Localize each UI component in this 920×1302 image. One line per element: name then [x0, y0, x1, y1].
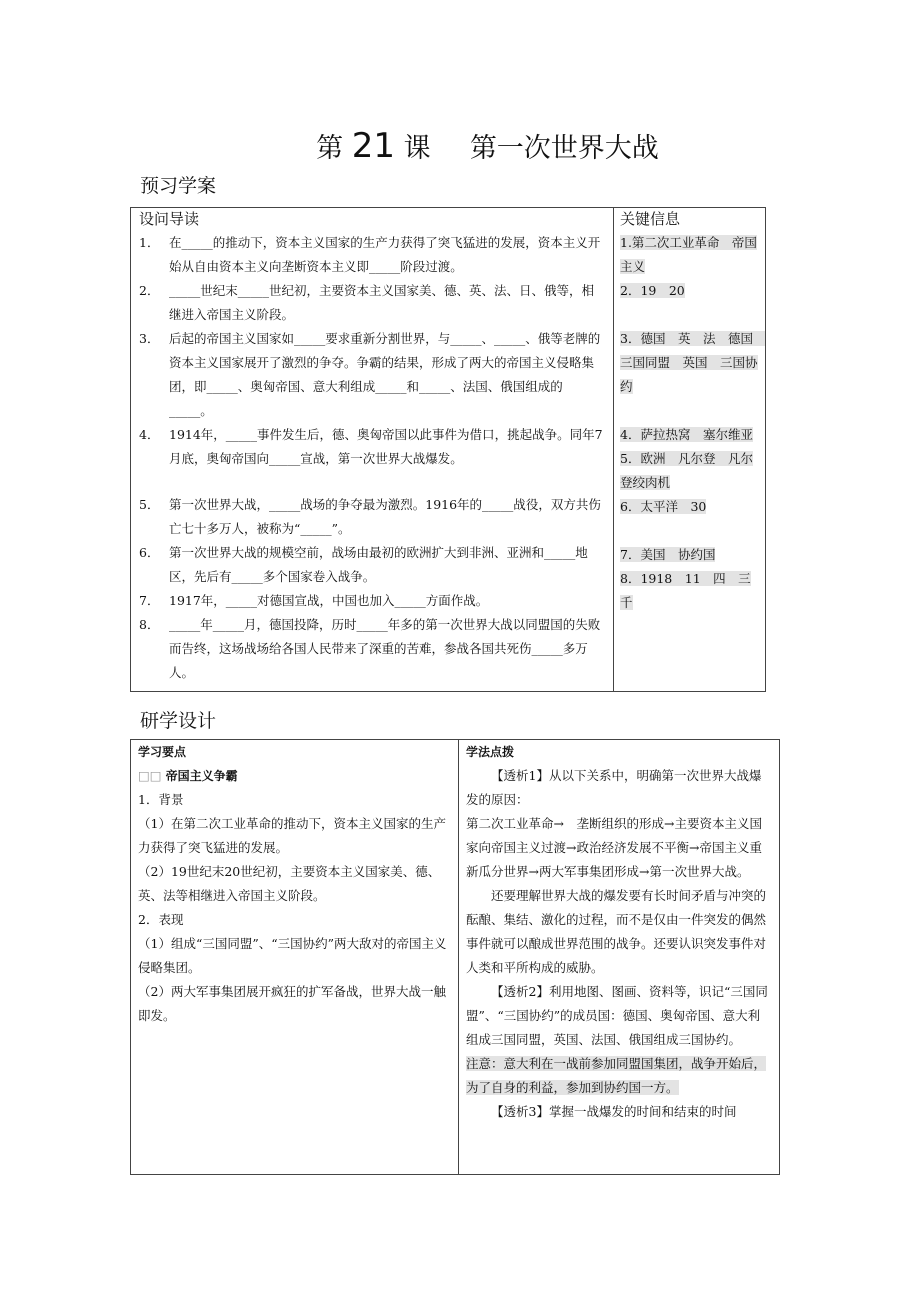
- lesson-name: 第一次世界大战: [469, 133, 659, 164]
- answer-5: 5．欧洲 凡尔登 凡尔登绞肉机: [620, 451, 753, 490]
- study-left-header: 学习要点: [138, 745, 187, 759]
- tip-paragraph: 【透析1】从以下关系中，明确第一次世界大战爆发的原因：: [466, 768, 762, 807]
- answer-1: 1.第二次工业革命 帝国主义: [620, 235, 757, 274]
- study-right-header: 学法点拨: [466, 745, 515, 759]
- question-5: 5． 第一次世界大战，_____战场的争夺最为激烈。1916年的_____战役，双方共伤亡七十多万人，被称为“_____”。: [139, 497, 601, 536]
- topic-line: [138, 764, 451, 788]
- preview-answers-cell: [614, 208, 766, 692]
- point-line: （2）19世纪末20世纪初，主要资本主义国家美、德、英、法等相继进入帝国主义阶段。: [138, 864, 441, 903]
- study-tips-cell: [459, 740, 780, 1175]
- topic-marker: □□: [138, 768, 162, 783]
- tip-paragraph: 第二次工业革命→ 垄断组织的形成→主要资本主义国家向帝国主义过渡→政治经济发展不平衡→帝国主义重新瓜分世界→两大军事集团形成→第一次世界大战。: [466, 816, 762, 879]
- point-line: 1．背景: [138, 792, 184, 807]
- answer-7: 7．美国 协约国: [620, 547, 716, 562]
- section-preview-heading: 预习学案: [140, 175, 217, 197]
- preview-left-header: 设问导读: [139, 210, 200, 228]
- topic-title: 帝国主义争霸: [165, 769, 238, 783]
- question-6: 6． 第一次世界大战的规模空前，战场由最初的欧洲扩大到非洲、亚洲和_____地区，先后有_____多个国家卷入战争。: [139, 545, 588, 584]
- tip-paragraph: 还要理解世界大战的爆发要有长时间矛盾与冲突的酝酿、集结、激化的过程，而不是仅由一件突发的偶然事件就可以酿成世界范围的战争。还要认识突发事件对人类和平所构成的威胁。: [466, 888, 767, 975]
- point-line: （1）组成“三国同盟”、“三国协约”两大敌对的帝国主义侵略集团。: [138, 936, 447, 975]
- page-title: [0, 126, 920, 166]
- answer-8: 8．1918 11 四 三千: [620, 571, 751, 610]
- question-1: 1． 在_____的推动下，资本主义国家的生产力获得了突飞猛进的发展，资本主义开始从自由资本主义向垄断资本主义即_____阶段过渡。: [139, 235, 601, 274]
- point-line: 2．表现: [138, 912, 184, 927]
- title-suffix: 课: [403, 133, 431, 164]
- answer-2: 2．19 20: [620, 283, 685, 298]
- lesson-number: 21: [351, 126, 396, 166]
- point-line: （2）两大军事集团展开疯狂的扩军备战，世界大战一触即发。: [138, 984, 446, 1023]
- preview-table: [130, 207, 766, 692]
- preview-right-header: 关键信息: [620, 210, 681, 228]
- question-2: 2． _____世纪末_____世纪初，主要资本主义国家美、德、英、法、日、俄等，相继进入帝国主义阶段。: [139, 283, 595, 322]
- point-line: （1）在第二次工业革命的推动下，资本主义国家的生产力获得了突飞猛进的发展。: [138, 816, 446, 855]
- section-study-heading: 研学设计: [140, 710, 217, 732]
- study-points-cell: [131, 740, 459, 1175]
- preview-questions-cell: [131, 208, 614, 692]
- study-points: [131, 740, 458, 1028]
- answer-3: 3．德国 英 法 德国 三国同盟 英国 三国协约: [620, 331, 766, 394]
- tip-paragraph: 【透析2】利用地图、图画、资料等，识记“三国同盟”、“三国协约”的成员国：德国、奥匈帝国、意大利组成三国同盟，英国、法国、俄国组成三国协约。: [466, 984, 768, 1047]
- question-4: 4． 1914年，_____事件发生后，德、奥匈帝国以此事件为借口，挑起战争。同年7月底，奥匈帝国向_____宣战，第一次世界大战爆发。: [139, 427, 603, 466]
- study-tips: [459, 740, 779, 1124]
- question-8: 8． _____年_____月，德国投降，历时_____年多的第一次世界大战以同盟国的失败而告终，这场战场给各国人民带来了深重的苦难，参战各国共死伤_____多万人。: [139, 617, 601, 680]
- answer-6: 6．太平洋 30: [620, 499, 707, 514]
- study-table: [130, 739, 780, 1175]
- answer-4: 4．萨拉热窝 塞尔维亚: [620, 427, 753, 442]
- question-7: 7． 1917年，_____对德国宣战，中国也加入_____方面作战。: [139, 593, 489, 608]
- title-prefix: 第: [316, 133, 344, 164]
- tip-paragraph: 【透析3】掌握一战爆发的时间和结束的时间: [491, 1104, 737, 1119]
- question-3: 3． 后起的帝国主义国家如_____要求重新分割世界，与_____、_____、俄等老牌的资本主义国家展开了激烈的争夺。争霸的结果，形成了两大的帝国主义侵略集团，即_____、奥匈帝国、意大利组成_____和_____、法国、俄国组成的_____。: [139, 331, 601, 418]
- tip-note: 注意：意大利在一战前参加同盟国集团，战争开始后，为了自身的利益，参加到协约国一方。: [466, 1056, 767, 1095]
